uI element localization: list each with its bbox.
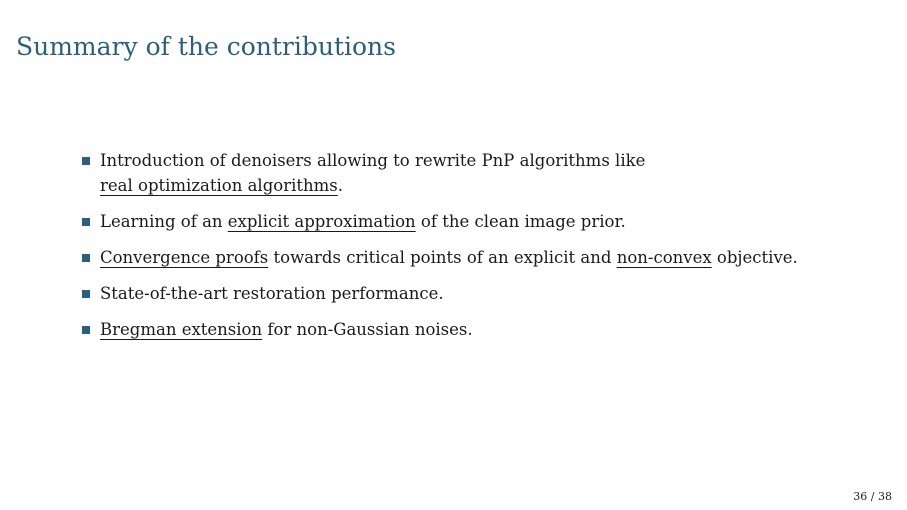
bullet-item	[80, 148, 880, 198]
bullet-item	[80, 317, 880, 342]
bullet-text: State-of-the-art restoration performance.	[100, 284, 444, 303]
square-bullet-icon	[82, 326, 90, 334]
underlined-phrase: non-convex	[616, 248, 712, 267]
bullet-item	[80, 209, 880, 234]
bullet-list	[80, 148, 880, 353]
bullet-item	[80, 245, 880, 270]
page-number: 36 / 38	[853, 490, 892, 503]
square-bullet-icon	[82, 218, 90, 226]
square-bullet-icon	[82, 157, 90, 165]
bullet-text: for non-Gaussian noises.	[262, 320, 473, 339]
bullet-text: Introduction of denoisers allowing to rewrite PnP algorithms like	[100, 151, 646, 170]
square-bullet-icon	[82, 290, 90, 298]
square-bullet-icon	[82, 254, 90, 262]
underlined-phrase: Convergence proofs	[100, 248, 269, 267]
bullet-text: of the clean image prior.	[415, 212, 626, 231]
bullet-text: .	[337, 176, 343, 195]
underlined-phrase: explicit approximation	[227, 212, 416, 231]
bullet-text: Learning of an	[100, 212, 228, 231]
underlined-phrase: real optimization algorithms	[100, 176, 338, 195]
underlined-phrase: Bregman extension	[100, 320, 263, 339]
bullet-text: objective.	[711, 248, 798, 267]
bullet-text: towards critical points of an explicit and	[268, 248, 617, 267]
slide-title: Summary of the contributions	[16, 31, 396, 61]
bullet-item	[80, 281, 880, 306]
